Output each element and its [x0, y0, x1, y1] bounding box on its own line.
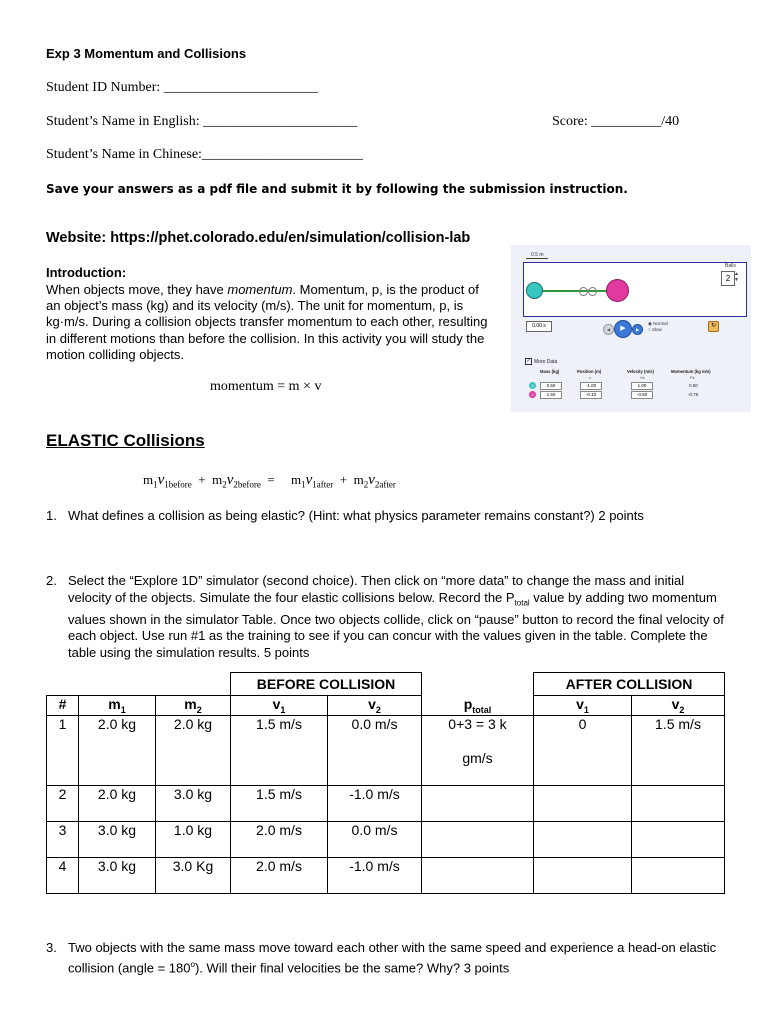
sim-row-2-dot: 2 [529, 391, 536, 398]
cell-v1: 2.0 m/s [231, 821, 328, 857]
sim-row-2-mass[interactable]: 1.50 [540, 391, 562, 399]
col-header-text: m [108, 696, 121, 712]
question-text-part: Two objects with the same mass move toward each other with the same speed and experience a head-on elastic collision (angle = 180 [68, 940, 717, 975]
intro-text-em: momentum [227, 282, 293, 297]
cell-after-v1[interactable] [534, 821, 632, 857]
sim-more-data-checkbox[interactable] [525, 358, 557, 365]
formula-equals: = [267, 472, 275, 487]
col-header-sub: total [472, 704, 492, 715]
cell-m2: 2.0 kg [156, 715, 231, 785]
formula-v: v [157, 472, 165, 488]
col-header-text: v [576, 696, 584, 712]
table-group-header-row [47, 673, 725, 696]
play-icon[interactable]: ▶ [614, 320, 632, 338]
col-header-ptotal [422, 696, 534, 716]
table-row [47, 821, 725, 857]
sim-speed-slow[interactable]: Slow [651, 327, 662, 332]
student-id-field: Student ID Number: ______________________ [46, 80, 318, 95]
table-row [47, 785, 725, 821]
question-text-part: value by adding two momentum values shown in the simulator Table. Once two objects collide, click on “pause” button to record the final velocity of each object. Use run #1 as the training to see if you can concur with the values given in the table. Complete the table using the simulation results. 5 points [68, 589, 724, 660]
sim-ghost-ball [579, 287, 588, 296]
cell-ptotal[interactable] [422, 785, 534, 821]
cell-ptotal-line-1: 0+3 = 3 k [448, 715, 507, 732]
sim-scale-bar [526, 258, 548, 259]
col-header-sub: 1 [280, 704, 286, 715]
question-number: 2. [46, 573, 57, 588]
formula-plus: + [198, 472, 206, 487]
reset-icon[interactable]: ↻ [708, 321, 719, 332]
sim-more-data-label: More Data [534, 358, 558, 365]
formula-v: v [226, 472, 234, 488]
table-header-row [47, 696, 725, 716]
col-header-text: v [272, 696, 281, 712]
intro-text-1: When objects move, they have [46, 282, 228, 297]
intro-heading: Introduction: [46, 265, 127, 280]
cell-m2: 3.0 Kg [156, 857, 231, 893]
cell-after-v1[interactable]: 0 [534, 715, 632, 785]
cell-after-v2[interactable] [632, 785, 725, 821]
sim-col-position: Position (m) [577, 369, 602, 374]
elastic-formula [143, 472, 396, 490]
formula-sub: 2after [374, 479, 396, 490]
cell-ptotal-line-2: gm/s [462, 749, 493, 766]
col-header-m1 [79, 696, 156, 716]
cell-ptotal[interactable] [422, 715, 534, 785]
after-collision-header: AFTER COLLISION [534, 673, 725, 696]
cell-v2: 0.0 m/s [328, 821, 422, 857]
formula-m: m [143, 472, 154, 487]
table-row [47, 715, 725, 785]
formula-sub: 2 [222, 479, 227, 490]
col-header-after-v1 [534, 696, 632, 716]
formula-sub: 1before [164, 479, 192, 490]
formula-sub: 2 [363, 479, 369, 490]
col-header-sub: 1 [583, 704, 589, 715]
cell-m1: 2.0 kg [79, 785, 156, 821]
question-text [68, 573, 726, 662]
col-header-sub: 2 [679, 704, 685, 715]
cell-m2: 3.0 kg [156, 785, 231, 821]
sim-row-1-momentum: 0.50 [689, 383, 698, 388]
sim-row-1-position[interactable]: -1.00 [580, 382, 602, 390]
sim-balls-count[interactable]: 2 [721, 271, 735, 286]
sim-sym-vx: Vx [640, 375, 645, 380]
save-instruction: Save your answers as a pdf file and submit it by following the submission instruction. [46, 182, 628, 196]
sim-ball-2[interactable] [606, 279, 629, 302]
formula-v: v [368, 472, 375, 488]
sim-col-velocity: Velocity (m/s) [627, 369, 654, 374]
momentum-formula: momentum = m × v [210, 379, 322, 394]
col-header-sub: 1 [120, 704, 126, 715]
question-text-sup: o [190, 959, 195, 969]
question-3 [46, 940, 726, 977]
cell-v2: -1.0 m/s [328, 857, 422, 893]
question-number: 3. [46, 940, 57, 955]
cell-num: 3 [47, 821, 79, 857]
question-text: What defines a collision as being elastic? (Hint: what physics parameter remains constant?) 2 points [68, 508, 644, 523]
question-1 [46, 508, 726, 525]
sim-col-mass: Mass (kg) [540, 369, 560, 374]
cell-num: 2 [47, 785, 79, 821]
col-header-text: v [368, 696, 376, 712]
sim-row-2-momentum: -0.75 [688, 392, 699, 397]
step-forward-icon[interactable]: ▶ [632, 324, 643, 335]
formula-m: m [291, 472, 302, 487]
name-chinese-field: Student’s Name in Chinese:_______________________ [46, 147, 363, 162]
cell-after-v2[interactable]: 1.5 m/s [632, 715, 725, 785]
cell-m1: 3.0 kg [79, 857, 156, 893]
sim-balls-label: Balls [725, 263, 736, 269]
cell-m1: 3.0 kg [79, 821, 156, 857]
sim-ghost-ball [588, 287, 597, 296]
cell-after-v1[interactable] [534, 785, 632, 821]
intro-body [46, 282, 496, 363]
question-text-part: Select the “Explore 1D” simulator (second choice). Then click on “more data” to change the mass and initial velocity of the objects. Simulate the four elastic collisions below. Record the P [68, 573, 685, 605]
cell-m1: 2.0 kg [79, 715, 156, 785]
col-header-sub: 2 [196, 704, 202, 715]
sim-row-1-mass[interactable]: 0.50 [540, 382, 562, 390]
cell-ptotal[interactable] [422, 857, 534, 893]
table-row [47, 857, 725, 893]
sim-stepper-icon[interactable]: ▲ ▼ [734, 271, 739, 283]
formula-sub: 1after [312, 479, 334, 490]
score-field: Score: __________/40 [552, 114, 680, 129]
question-number: 1. [46, 508, 57, 523]
col-header-text: v [671, 696, 680, 712]
cell-after-v1[interactable] [534, 857, 632, 893]
cell-ptotal[interactable] [422, 821, 534, 857]
website-link[interactable]: Website: https://phet.colorado.edu/en/simulation/collision-lab [46, 230, 471, 246]
document-title: Exp 3 Momentum and Collisions [46, 46, 247, 61]
col-header-m2 [156, 696, 231, 716]
formula-m: m [353, 472, 364, 487]
cell-v2: 0.0 m/s [328, 715, 422, 785]
sim-row-2-velocity[interactable]: -0.50 [631, 391, 653, 399]
col-header-after-v2 [632, 696, 725, 716]
cell-v1: 2.0 m/s [231, 857, 328, 893]
intro-text-2: . Momentum, p, is the product of an object’s mass (kg) and its velocity (m/s). The unit for momentum, p, is kg·m/s. During a collision objects transfer momentum to each other, resulting in different motions than before the collision. In this activity you will study the motion colliding objects. [46, 282, 488, 362]
sim-row-2-position[interactable]: -0.10 [580, 391, 602, 399]
sim-ball-1[interactable] [526, 282, 543, 299]
sim-speed-normal[interactable]: Normal [653, 321, 668, 326]
formula-sub: 1 [153, 479, 158, 490]
formula-sub: 2before [233, 479, 261, 490]
col-header-v2 [328, 696, 422, 716]
sim-row-1-dot: 1 [529, 382, 536, 389]
formula-plus: + [339, 472, 348, 487]
cell-after-v2[interactable] [632, 857, 725, 893]
sim-row-1-velocity[interactable]: 1.00 [631, 382, 653, 390]
question-2 [46, 573, 726, 662]
question-text-sub: total [514, 598, 530, 608]
question-text-part: ). Will their final velocities be the same? Why? 3 points [194, 959, 510, 975]
sim-col-momentum: Momentum (kg m/s) [671, 369, 711, 374]
cell-v1: 1.5 m/s [231, 715, 328, 785]
rewind-icon[interactable]: ◀ [603, 324, 614, 335]
formula-m: m [212, 472, 223, 487]
cell-v1: 1.5 m/s [231, 785, 328, 821]
results-table [46, 672, 725, 894]
formula-sub: 1 [301, 479, 306, 490]
formula-v: v [305, 472, 313, 488]
elastic-heading: ELASTIC Collisions [46, 431, 205, 450]
before-collision-header: BEFORE COLLISION [231, 673, 422, 696]
col-header-sub: 2 [375, 704, 381, 715]
name-english-field: Student’s Name in English: ______________________ [46, 114, 358, 129]
col-header-num: # [47, 696, 79, 716]
sim-time-readout: 0.00 s [526, 321, 552, 332]
sim-sym-px: Px [690, 375, 695, 380]
checkbox-checked-icon[interactable]: ✓ [526, 358, 531, 364]
cell-after-v2[interactable] [632, 821, 725, 857]
question-text [68, 940, 726, 977]
cell-m2: 1.0 kg [156, 821, 231, 857]
sim-speed-options[interactable]: ◉ Normal ○ Slow [648, 321, 668, 332]
col-header-text: m [184, 696, 197, 712]
cell-v2: -1.0 m/s [328, 785, 422, 821]
col-header-text: p [463, 695, 473, 712]
cell-num: 1 [47, 715, 79, 785]
col-header-v1 [231, 696, 328, 716]
sim-sym-x: x [589, 375, 591, 380]
sim-scale-label: 0.5 m [531, 252, 544, 258]
cell-num: 4 [47, 857, 79, 893]
